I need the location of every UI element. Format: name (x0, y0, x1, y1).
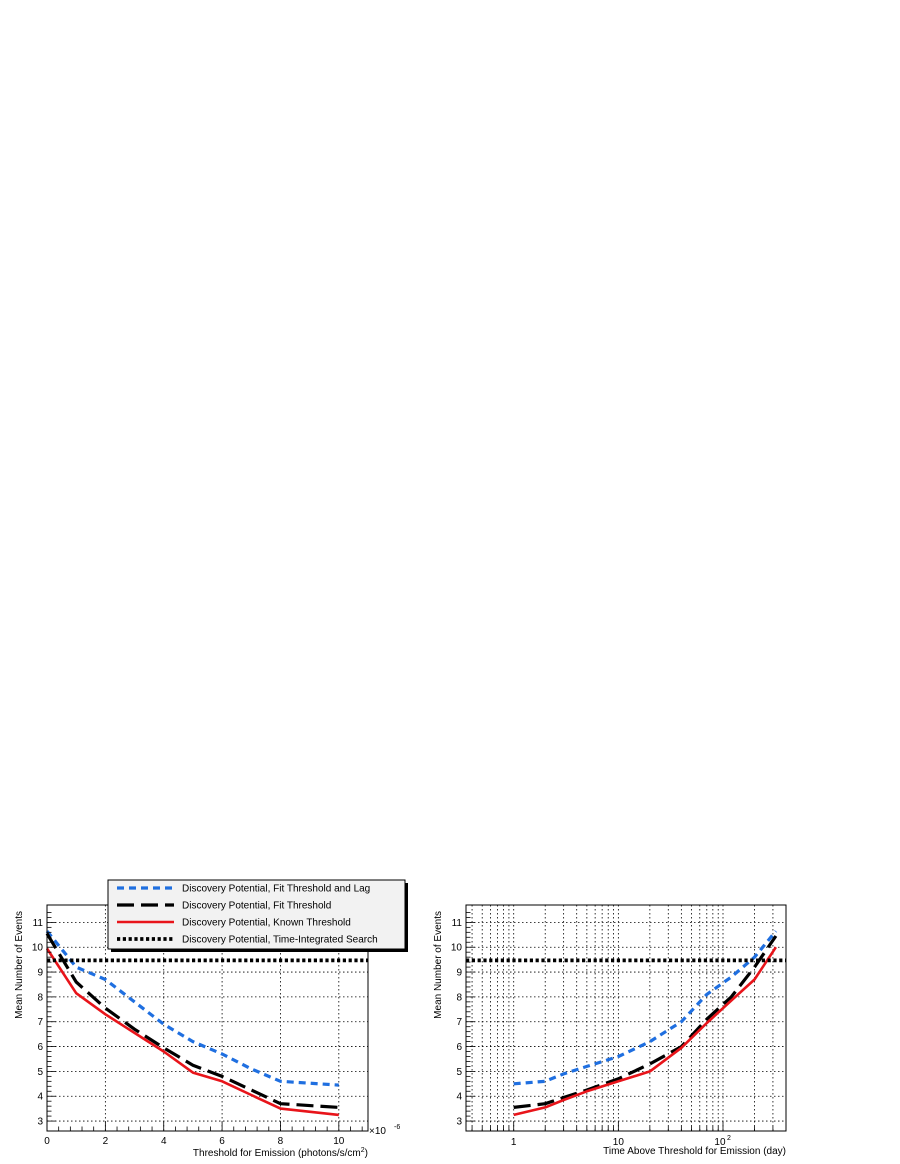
y-tick-label: 6 (456, 1042, 462, 1054)
x-exponent-power: -6 (394, 1124, 401, 1131)
y-axis-label: Mean Number of Events (14, 911, 25, 1019)
x-tick-label: 10 (714, 1137, 726, 1148)
x-tick-label: 10 (612, 1137, 624, 1148)
x-tick-label: 0 (44, 1136, 50, 1147)
x-axis-label (193, 1147, 368, 1159)
y-tick-label: 8 (37, 992, 43, 1004)
x-tick-label-power: 2 (726, 1135, 731, 1142)
panel-right (433, 905, 786, 1157)
y-tick-label: 3 (37, 1116, 43, 1128)
x-tick-label: 4 (160, 1136, 167, 1147)
y-tick-label: 8 (456, 992, 462, 1004)
y-tick-label: 4 (37, 1091, 43, 1103)
y-axis-label: Mean Number of Events (433, 911, 444, 1019)
y-tick-label: 9 (37, 967, 43, 979)
y-tick-label: 5 (37, 1066, 43, 1078)
legend-entry-label: Discovery Potential, Fit Threshold and Lag (182, 883, 371, 895)
x-tick-label: 6 (219, 1136, 225, 1147)
x-axis-label-sup: 2 (360, 1147, 365, 1154)
legend-entry-label: Discovery Potential, Fit Threshold (182, 900, 332, 912)
x-axis-label: Time Above Threshold for Emission (day) (603, 1146, 786, 1157)
x-tick-label: 1 (510, 1137, 517, 1148)
x-axis-label-tail: ) (364, 1148, 368, 1159)
legend-entry-label: Discovery Potential, Known Threshold (182, 917, 351, 929)
legend-entry-label: Discovery Potential, Time-Integrated Search (182, 934, 378, 946)
x-tick-label: 10 (333, 1136, 345, 1147)
y-tick-label: 10 (31, 942, 43, 954)
y-tick-label: 11 (32, 917, 43, 929)
y-tick-label: 7 (456, 1017, 462, 1029)
y-tick-label: 5 (456, 1066, 462, 1078)
x-exponent-label: ×10 (369, 1126, 386, 1137)
y-tick-label: 9 (456, 967, 462, 979)
y-tick-label: 11 (451, 917, 462, 929)
x-tick-label: 8 (277, 1136, 284, 1147)
y-tick-label: 10 (450, 942, 462, 954)
legend (108, 880, 408, 952)
y-tick-label: 4 (456, 1091, 462, 1103)
y-tick-label: 3 (456, 1116, 462, 1128)
y-tick-label: 6 (37, 1042, 43, 1054)
x-tick-label: 2 (102, 1136, 109, 1147)
x-axis-label-main: Threshold for Emission (photons/s/cm (192, 1148, 361, 1159)
y-tick-label: 7 (37, 1017, 43, 1029)
